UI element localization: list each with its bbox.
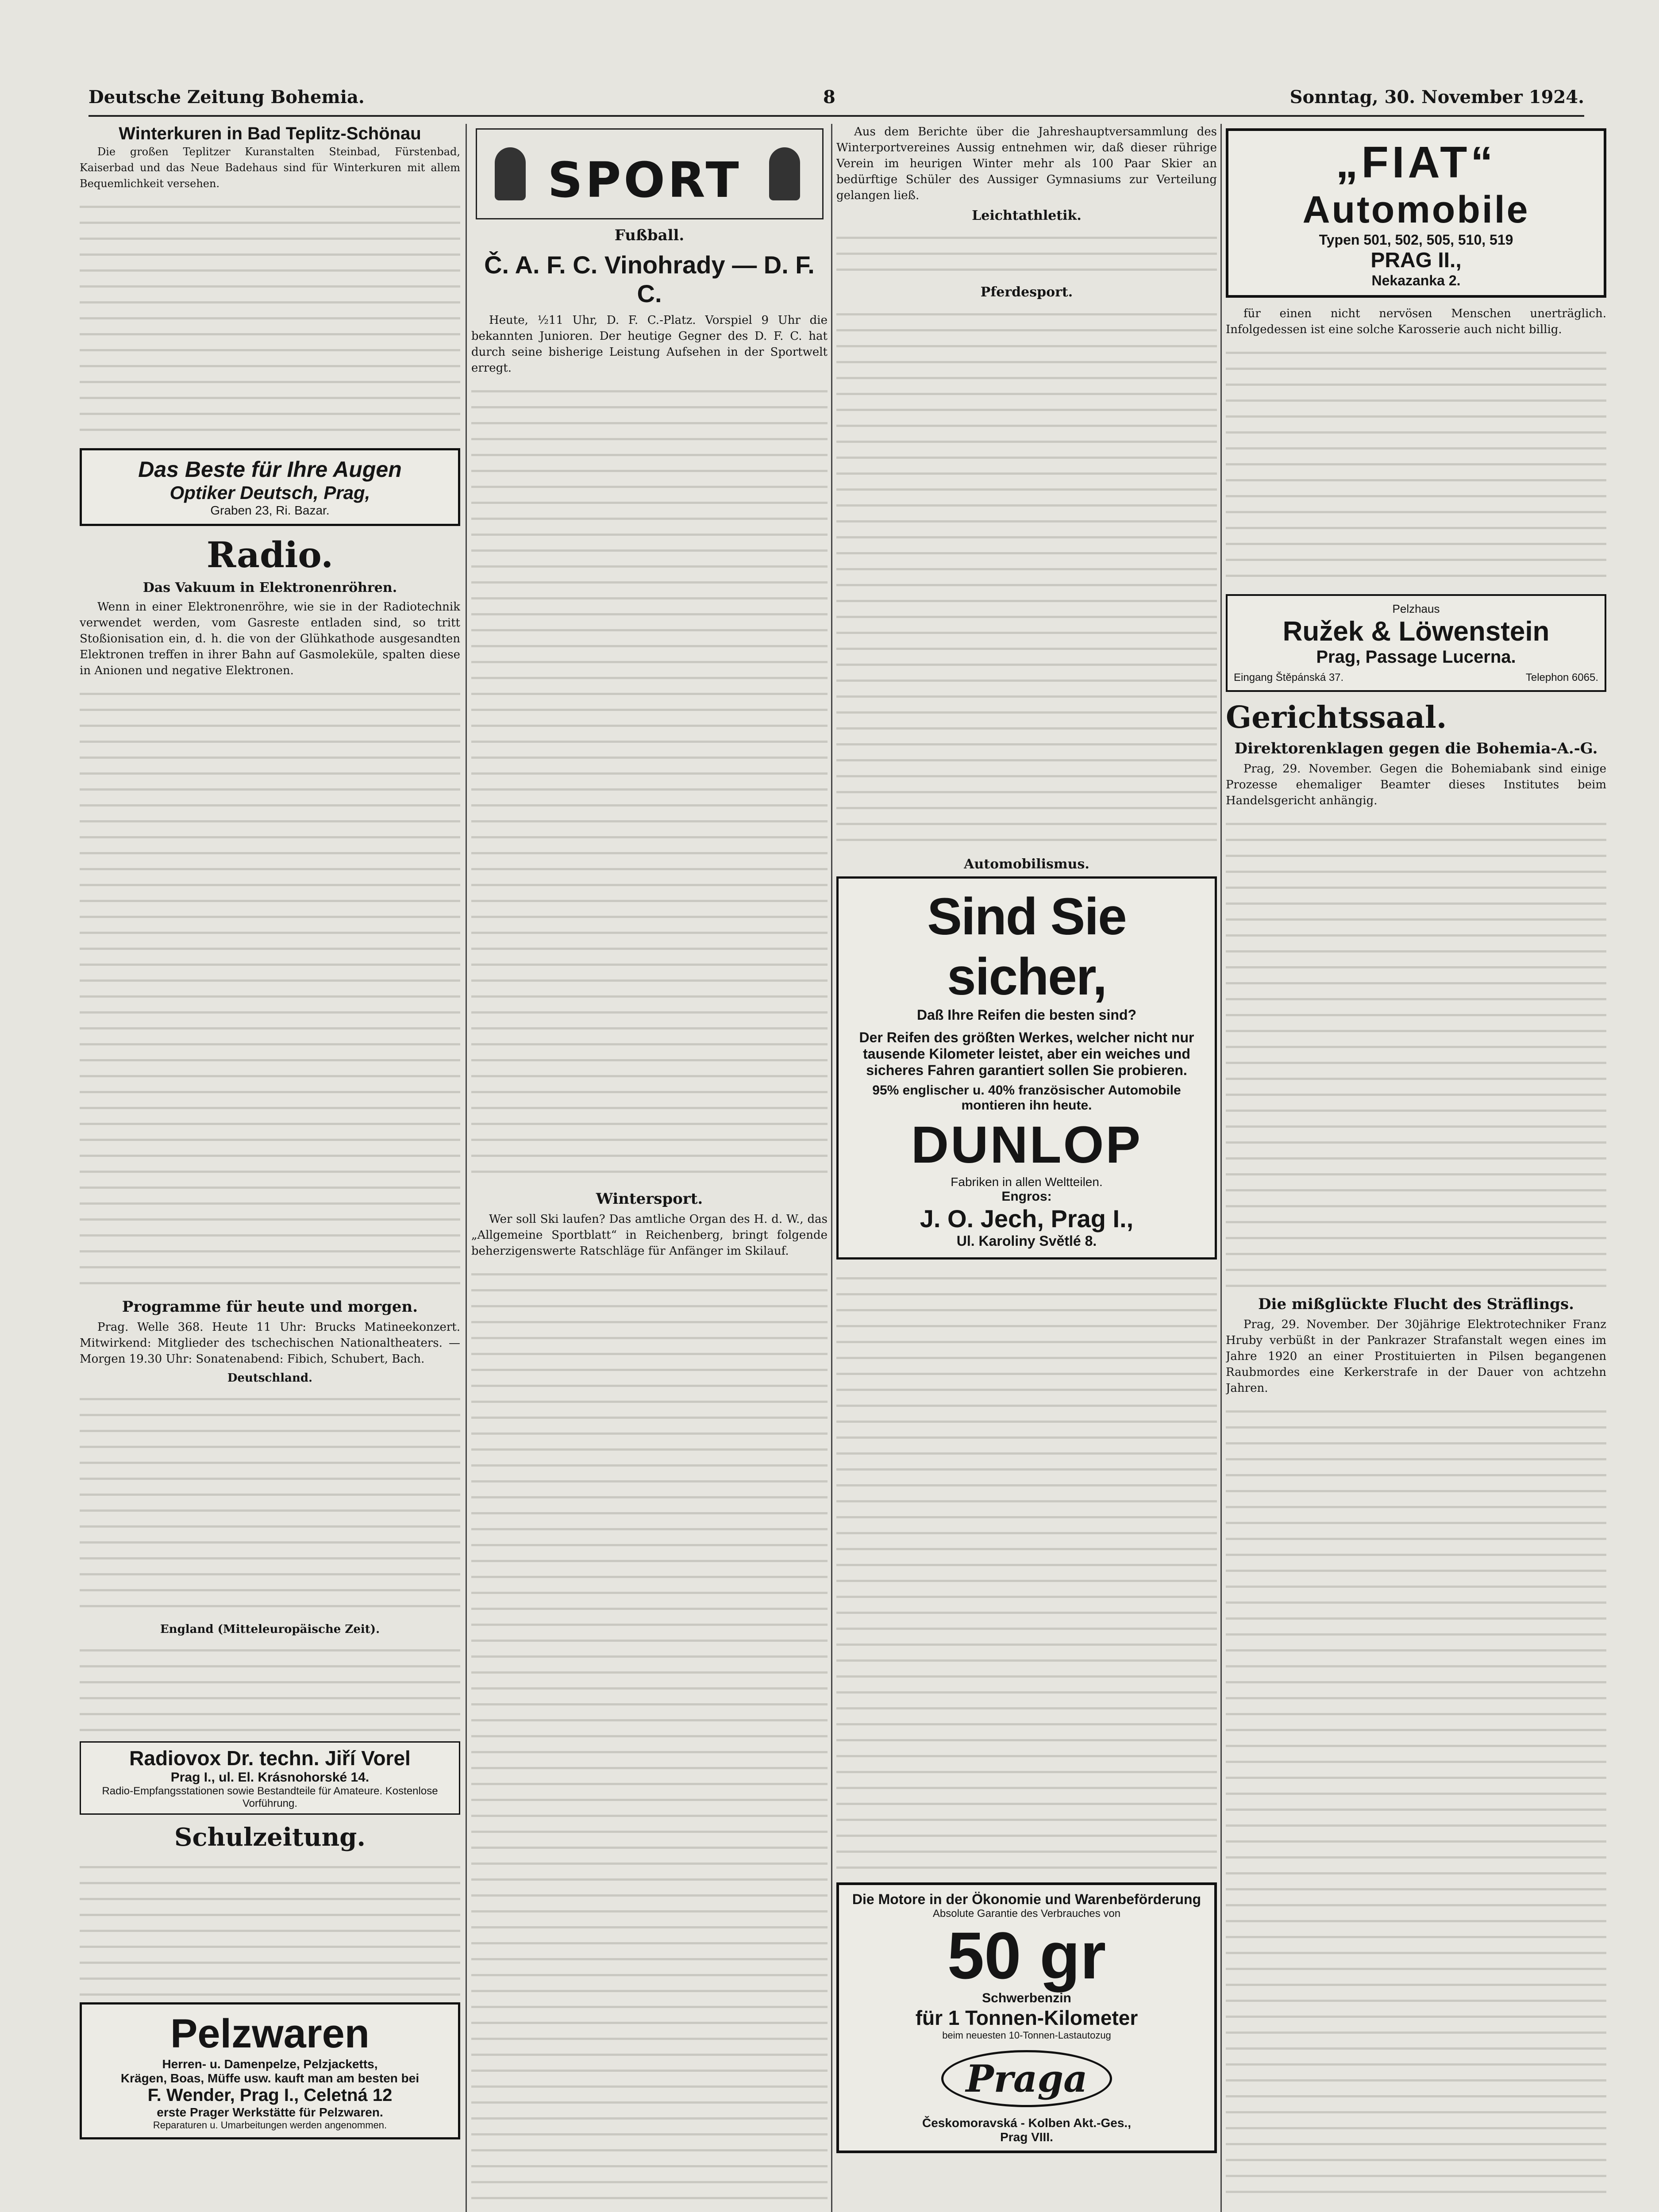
- pelzwaren-line: erste Prager Werkstätte für Pelzwaren.: [157, 2105, 383, 2119]
- text-block: [836, 303, 1217, 852]
- fiat-street: Nekazanka 2.: [1371, 273, 1461, 288]
- intro-text: Aus dem Berichte über die Jahreshauptversammlung des Winterportvereines Aussig entnehmen wir, daß dieser rührige Verein im heurigen Winter mehr als 100 Paar Skier an bedürftige Schüler des Aussiger Gymnasiums zur Verteilung gelangen ließ.: [836, 125, 1217, 202]
- athlete-figure: [495, 147, 526, 200]
- column-2: [471, 124, 828, 2212]
- text-block: [80, 683, 460, 1294]
- optiker-title: Das Beste für Ihre Augen: [138, 457, 402, 482]
- optiker-address: Graben 23, Ri. Bazar.: [210, 503, 330, 517]
- dunlop-dealer: J. O. Jech, Prag I.,: [920, 1205, 1134, 1233]
- dunlop-address: Ul. Karoliny Světlé 8.: [956, 1233, 1097, 1249]
- fussball-heading: Fußball.: [614, 227, 685, 244]
- pelzwaren-line: Krägen, Boas, Müffe usw. kauft man am besten bei: [120, 2071, 420, 2085]
- column-3: [836, 124, 1217, 2212]
- text-block: [80, 1856, 460, 1998]
- match-heading: Č. A. F. C. Vinohrady — D. F. C.: [484, 251, 815, 307]
- column-rule: [1220, 124, 1222, 2212]
- radio-paragraph: Wenn in einer Elektronenröhre, wie sie in der Radiotechnik verwendet werden, vom Gasreste entladen sind, so tritt Stoßionisation ein, d. h. die von der Glühkathode ausgesandten Elektronen treffen in ihrer Bahn auf Gasmoleküle, spalten diese in Anionen und negative Elektronen.: [80, 600, 460, 677]
- masthead: Deutsche Zeitung Bohemia.: [89, 87, 365, 108]
- column-rule: [466, 124, 467, 2212]
- dunlop-percent: 95% englischer u. 40% französischer Automobile montieren ihn heute.: [872, 1083, 1181, 1113]
- praga-consumption: für 1 Tonnen-Kilometer: [915, 2006, 1138, 2029]
- sport-header-logo: [476, 128, 824, 219]
- text-block: [80, 1640, 460, 1737]
- pferdesport-heading: Pferdesport.: [980, 284, 1073, 300]
- fiat-city: PRAG II.,: [1370, 249, 1462, 272]
- fiat-title: „FIAT“: [1336, 138, 1497, 187]
- praga-ad: [836, 1882, 1217, 2153]
- radiovox-ad: [80, 1741, 460, 1815]
- ruzek-telephone: Telephon 6065.: [1525, 672, 1598, 684]
- text-block: [80, 196, 460, 444]
- wintersport-text: Wer soll Ski laufen? Das amtliche Organ des H. d. W., das „Allgemeine Sportblatt“ in Reichenberg, bringt folgende beherzigenswerte Ratschläge für Anfänger im Skilauf.: [471, 1213, 828, 1258]
- radiovox-address: Prag I., ul. El. Krásnohorské 14.: [170, 1770, 370, 1785]
- fiat-types: Typen 501, 502, 505, 510, 519: [1319, 232, 1513, 248]
- optiker-name: Optiker Deutsch, Prag,: [169, 482, 370, 503]
- radiovox-name: Radiovox Dr. techn. Jiří Vorel: [129, 1747, 411, 1770]
- programme-heading: Programme für heute und morgen.: [122, 1298, 418, 1316]
- flucht-paragraph: Prag, 29. November. Der 30jährige Elektrotechniker Franz Hruby verbüßt in der Pankrazer Strafanstalt wegen eines im Jahre 1920 an einer Prostituierten in Pilsen begangenen Raubmordes eine Kerkerstrafe in der Dauer von achtzehn Jahren.: [1226, 1318, 1606, 1395]
- praga-subline: Absolute Garantie des Verbrauches von: [932, 1908, 1121, 1920]
- wintersport-heading: Wintersport.: [596, 1190, 703, 1208]
- dunlop-text: Der Reifen des größten Werkes, welcher nicht nur tausende Kilometer leistet, aber ein weiches und sicheres Fahren garantiert sollen Sie probieren.: [859, 1029, 1194, 1078]
- sport-logo-text: SPORT: [547, 152, 742, 208]
- dunlop-question: Daß Ihre Reifen die besten sind?: [916, 1007, 1137, 1023]
- praga-headline: Die Motore in der Ökonomie und Warenbeförderung: [852, 1891, 1201, 1907]
- page-number: 8: [823, 87, 835, 108]
- praga-company: Českomoravská - Kolben Akt.-Ges.,: [922, 2116, 1131, 2130]
- text-block: [836, 227, 1217, 280]
- praga-amount: 50 gr: [947, 1918, 1106, 1993]
- text-block: [1226, 342, 1606, 590]
- text-block: [80, 1388, 460, 1618]
- fiat-ad: [1226, 128, 1606, 298]
- text-block: [471, 1263, 828, 2212]
- column-4: [1226, 124, 1606, 2212]
- flucht-heading: Die mißglückte Flucht des Sträflings.: [1258, 1295, 1574, 1313]
- text-block: [1226, 813, 1606, 1291]
- pelzwaren-line: Herren- u. Damenpelze, Pelzjacketts,: [162, 2057, 378, 2071]
- radio-heading: Radio.: [206, 534, 334, 576]
- cure-ad-title: Winterkuren in Bad Teplitz-Schönau: [119, 124, 421, 143]
- automobilismus-heading: Automobilismus.: [964, 856, 1089, 872]
- praga-city: Prag VIII.: [1000, 2130, 1053, 2144]
- gericht-subheading: Direktorenklagen gegen die Bohemia-A.-G.: [1234, 740, 1598, 757]
- ruzek-address: Prag, Passage Lucerna.: [1316, 647, 1516, 667]
- issue-date: Sonntag, 30. November 1924.: [1289, 87, 1584, 108]
- text-block: [471, 380, 828, 1186]
- ruzek-entrance: Eingang Štěpánská 37.: [1234, 672, 1344, 684]
- text-block: [1226, 1401, 1606, 2197]
- dunlop-ad: [836, 876, 1217, 1260]
- optiker-ad: [80, 448, 460, 526]
- leichtathletik-heading: Leichtathletik.: [972, 208, 1082, 223]
- praga-fuel: Schwerbenzin: [982, 1991, 1071, 2005]
- dunlop-engros: Engros:: [1001, 1189, 1052, 1204]
- ruzek-pelzhaus: Pelzhaus: [1392, 602, 1440, 615]
- athlete-figure: [769, 147, 800, 200]
- schule-heading: Schulzeitung.: [174, 1823, 366, 1852]
- page-header: [89, 80, 1584, 117]
- gericht-paragraph: Prag, 29. November. Gegen die Bohemiabank sind einige Prozesse ehemaliger Beamter dieses Institutes beim Handelsgericht anhängig.: [1226, 762, 1606, 807]
- england-heading: England (Mitteleuropäische Zeit).: [160, 1623, 380, 1636]
- fiat-subtitle: Automobile: [1302, 188, 1530, 231]
- deutschland-heading: Deutschland.: [227, 1371, 313, 1385]
- ruzek-ad: [1226, 594, 1606, 692]
- radiovox-text: Radio-Empfangsstationen sowie Bestandteile für Amateure. Kostenlose Vorführung.: [102, 1785, 438, 1809]
- programme-text: Prag. Welle 368. Heute 11 Uhr: Brucks Matineekonzert. Mitwirkend: Mitglieder des tschechischen Nationaltheaters. — Morgen 19.30 Uhr: Sonatenabend: Fibich, Schubert, Bach.: [80, 1321, 460, 1366]
- dunlop-factories: Fabriken in allen Weltteilen.: [951, 1175, 1103, 1189]
- ruzek-name: Ružek & Löwenstein: [1282, 616, 1550, 647]
- match-text: Heute, ½11 Uhr, D. F. C.-Platz. Vorspiel 9 Uhr die bekannten Junioren. Der heutige Gegner des D. F. C. hat durch seine bisherige Leistung Aufsehen in der Sportwelt erregt.: [471, 314, 828, 375]
- dunlop-brand: DUNLOP: [911, 1116, 1143, 1174]
- text-block: [836, 1267, 1217, 1878]
- gericht-heading: Gerichtssaal.: [1226, 700, 1447, 735]
- pelzwaren-ad: [80, 2002, 460, 2139]
- radio-subheading: Das Vakuum in Elektronenröhren.: [142, 580, 397, 595]
- pelzwaren-line: Reparaturen u. Umarbeitungen werden angenommen.: [153, 2120, 387, 2131]
- column-1: [80, 124, 460, 2212]
- praga-note: beim neuesten 10-Tonnen-Lastautozug: [942, 2030, 1111, 2041]
- praga-logo: Praga: [941, 2050, 1112, 2107]
- fiat-article-text: für einen nicht nervösen Menschen unerträglich. Infolgedessen ist eine solche Karosserie auch nicht billig.: [1226, 307, 1606, 336]
- dunlop-headline: Sind Sie sicher,: [927, 887, 1126, 1006]
- cure-ad-text: Die großen Teplitzer Kuranstalten Steinbad, Fürstenbad, Kaiserbad und das Neue Badehaus sind für Winterkuren mit allem Bequemlichkeit versehen.: [80, 146, 460, 190]
- column-rule: [831, 124, 832, 2212]
- pelzwaren-name: F. Wender, Prag I., Celetná 12: [147, 2085, 393, 2105]
- pelzwaren-title: Pelzwaren: [170, 2011, 370, 2056]
